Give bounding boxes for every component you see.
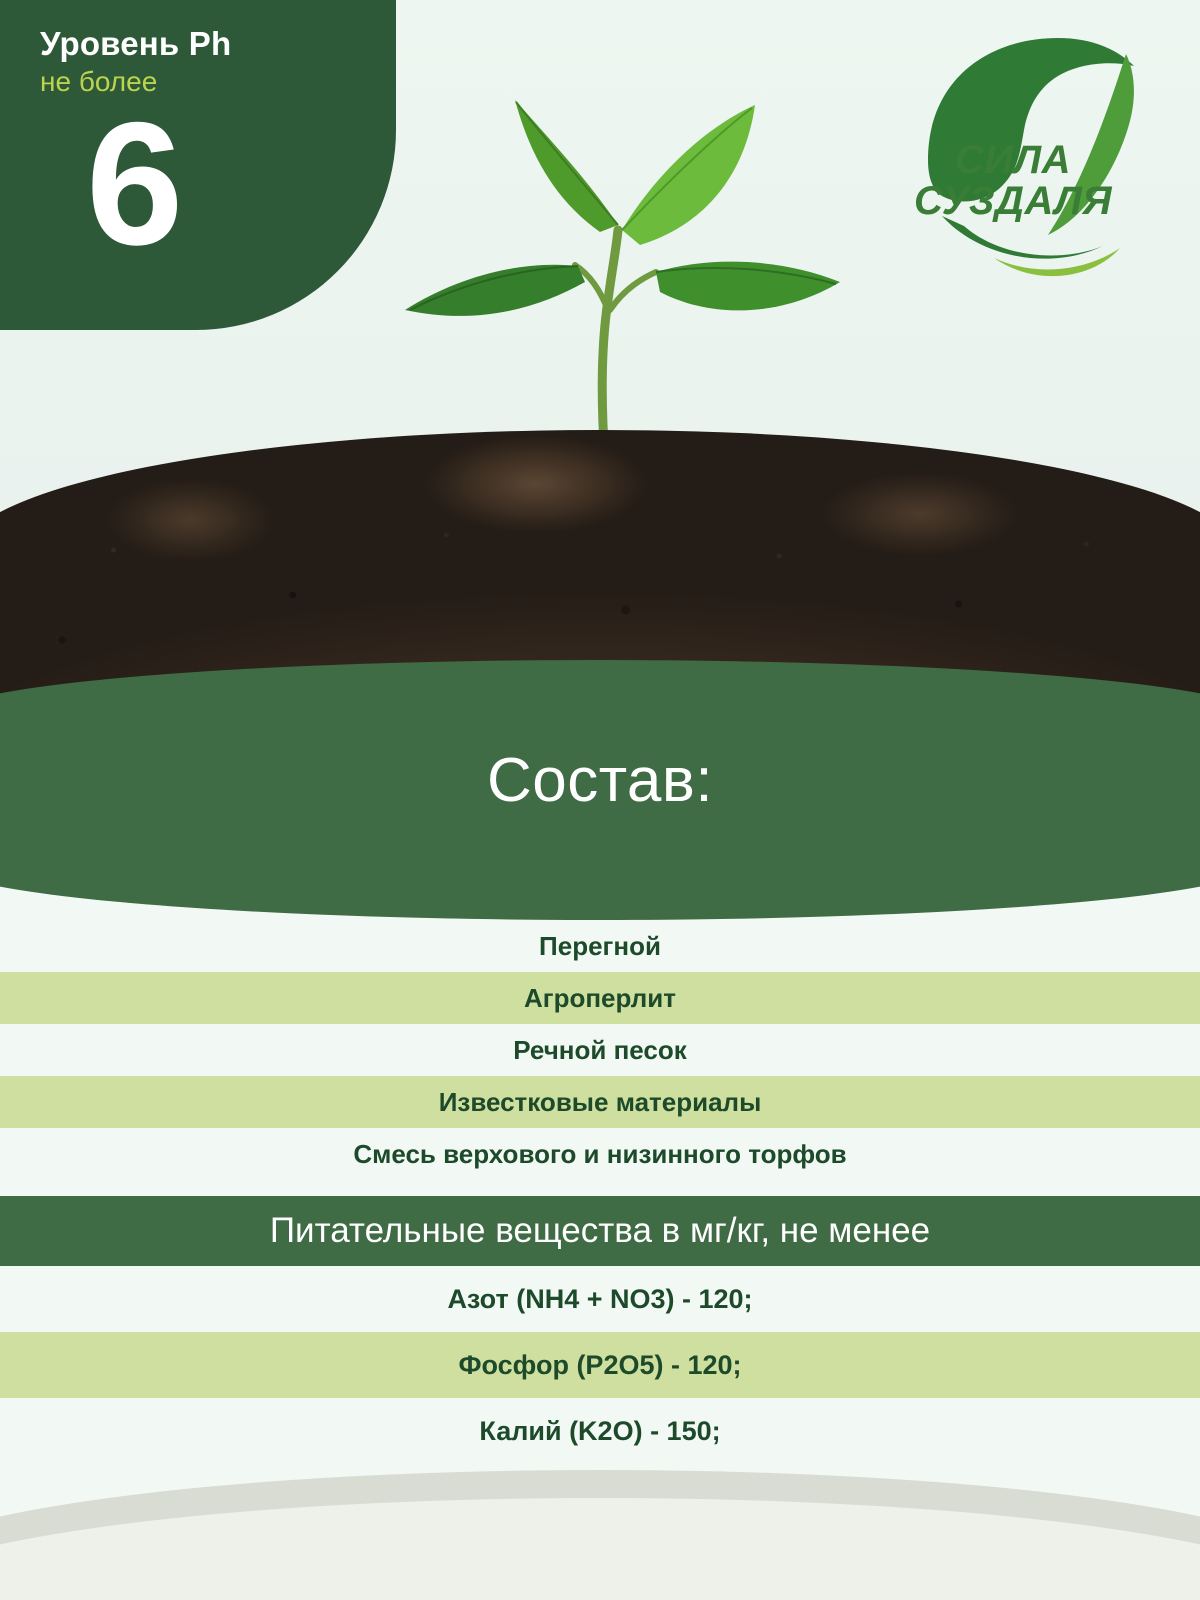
list-item-label: Агроперлит xyxy=(523,982,676,1013)
nutrient-label: Азот (NH4 + NO3) - 120; xyxy=(447,1283,753,1314)
nutrient-row xyxy=(0,1332,1200,1398)
ph-badge-value: 6 xyxy=(86,87,184,283)
list-item xyxy=(0,972,1200,1024)
composition-list xyxy=(0,920,1200,1464)
list-item xyxy=(0,1076,1200,1128)
list-item xyxy=(0,1128,1200,1180)
ph-badge-subtitle: не более xyxy=(40,66,158,98)
brand-logo xyxy=(898,20,1148,290)
list-item-label: Смесь верхового и низинного торфов xyxy=(353,1138,847,1169)
list-item xyxy=(0,1024,1200,1076)
list-item-label: Перегной xyxy=(539,930,661,961)
composition-title: Состав: xyxy=(486,746,714,815)
ph-badge-title: Уровень Ph xyxy=(40,25,232,62)
brand-logo-line1: СИЛА xyxy=(954,138,1072,182)
list-item-label: Известковые материалы xyxy=(438,1086,762,1117)
nutrient-label: Калий (K2O) - 150; xyxy=(479,1415,721,1446)
brand-logo-text xyxy=(908,140,1118,222)
brand-logo-line2: СУЗДАЛЯ xyxy=(913,178,1113,223)
list-item xyxy=(0,920,1200,972)
nutrients-header-label: Питательные вещества в мг/кг, не менее xyxy=(269,1211,931,1250)
nutrient-row xyxy=(0,1398,1200,1464)
list-item-label: Речной песок xyxy=(513,1034,687,1065)
nutrient-row xyxy=(0,1266,1200,1332)
nutrients-header xyxy=(0,1196,1200,1266)
nutrient-label: Фосфор (P2O5) - 120; xyxy=(458,1349,742,1380)
